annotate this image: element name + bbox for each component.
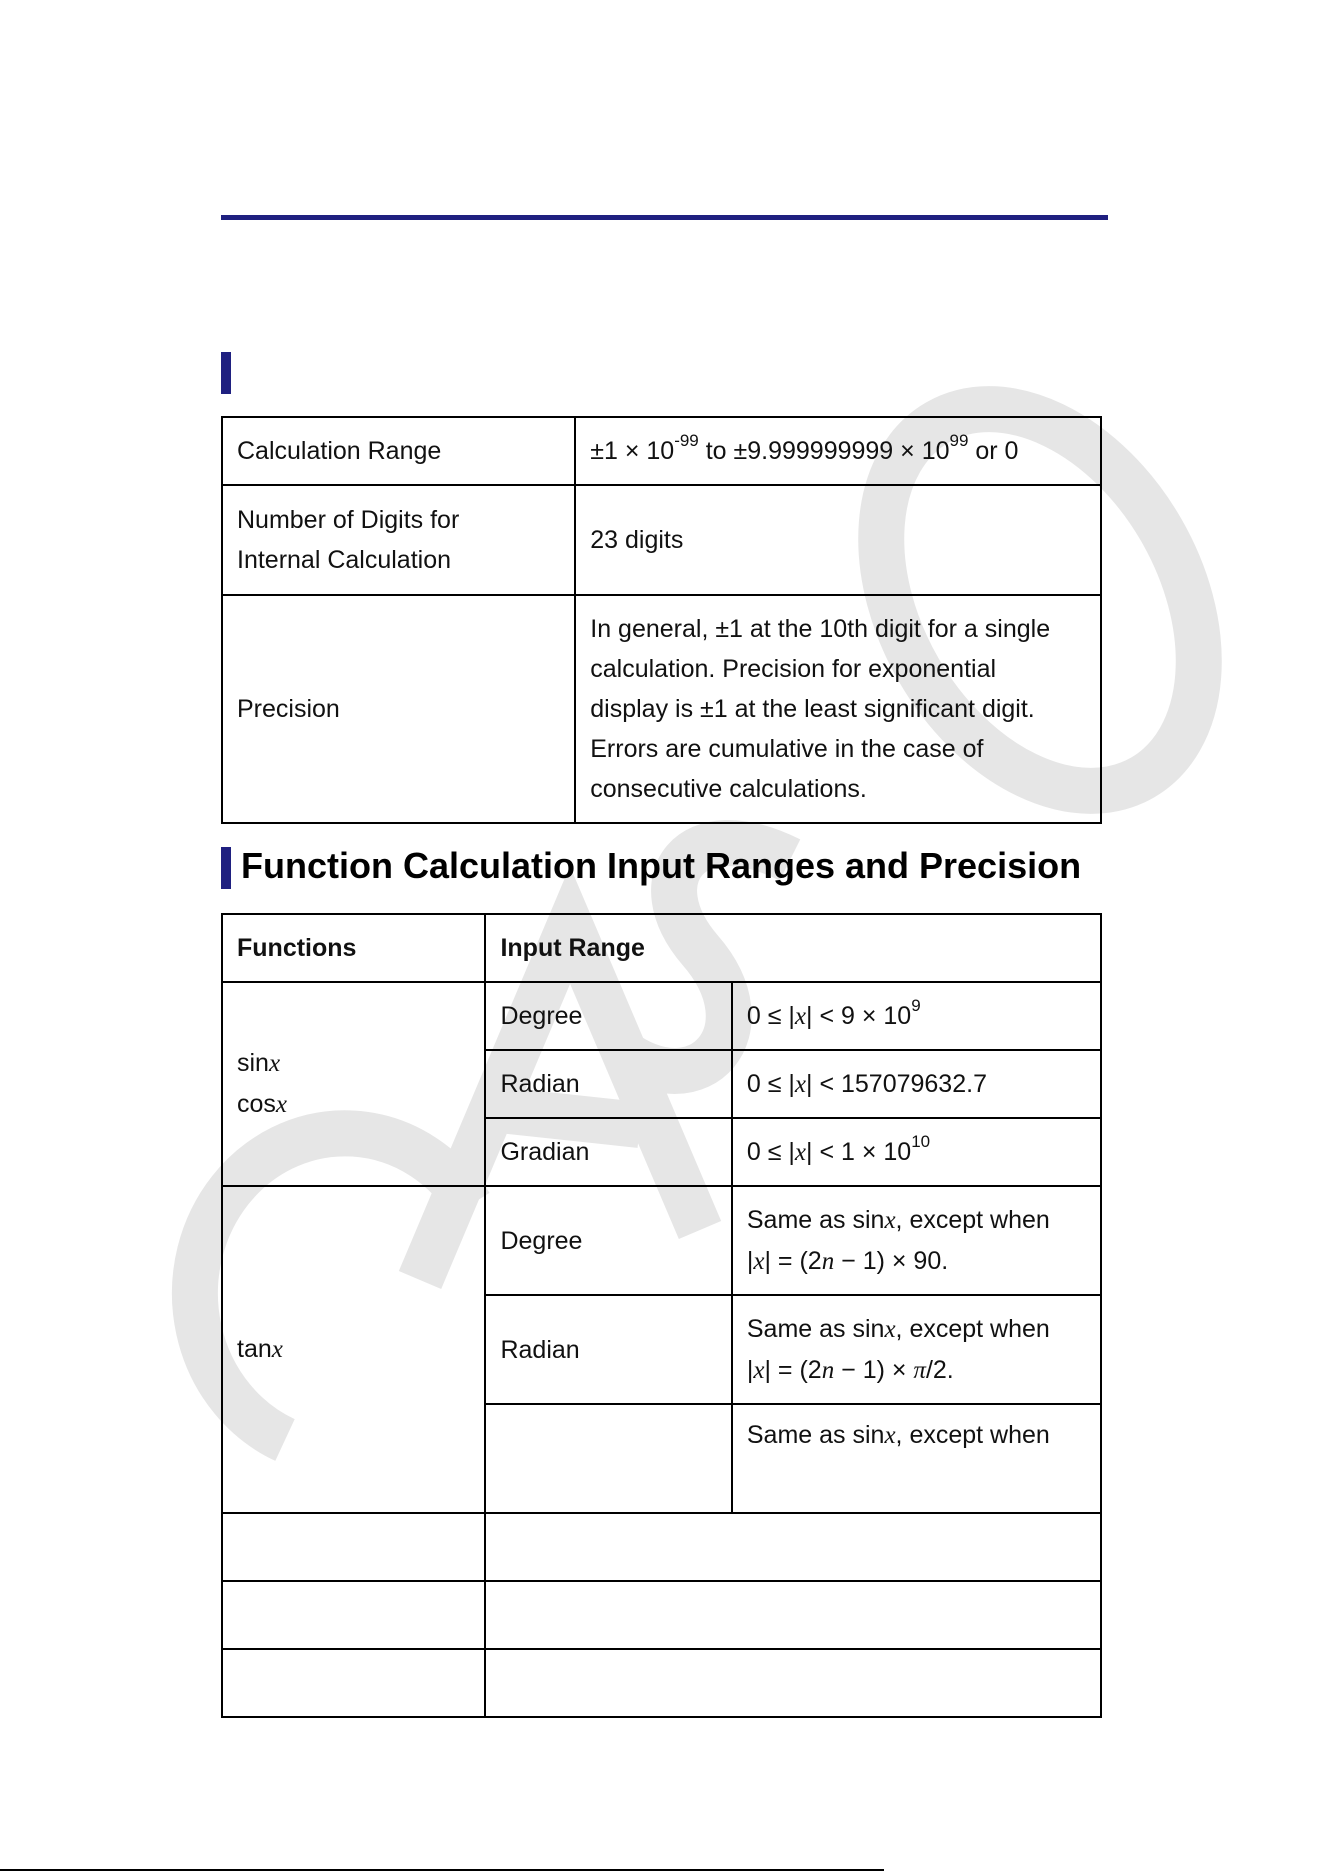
calc-range-label: Calculation Range [222, 417, 575, 485]
sin-cos-label: sinx cosx [222, 982, 485, 1186]
sin-gradian-label: Gradian [485, 1118, 731, 1186]
table-row [222, 1581, 1101, 1649]
sin-gradian-range: $0 \le |x| < 1 \times 10^{10}$ [732, 1118, 1101, 1186]
tan-radian-range: Same as sinx, except when |x| = (2n − 1) × π/2. [732, 1295, 1101, 1404]
section2-heading: Function Calculation Input Ranges and Precision [241, 845, 1082, 886]
precision-label: Precision [222, 595, 575, 823]
sin-radian-label: Radian [485, 1050, 731, 1118]
table-row [222, 1186, 1101, 1295]
empty-function-cell [222, 1649, 485, 1717]
empty-range-cell [485, 1649, 1101, 1717]
function-ranges-table [221, 913, 1102, 1718]
table-row [222, 982, 1101, 1050]
top-rule [221, 215, 1108, 220]
tan-degree-label: Degree [485, 1186, 731, 1295]
empty-function-cell [222, 1581, 485, 1649]
section2-heading-marker [221, 847, 231, 889]
sin-degree-range: $0 \le |x| < 9 \times 10^9$ [732, 982, 1101, 1050]
tan-gradian-range: Same as sinx, except when [732, 1404, 1101, 1513]
calc-range-value: $\pm 1 \times 10^{-99}$ to $\pm 9.999999999 \times 10^{99}$ or 0 [575, 417, 1101, 485]
digits-label: Number of Digits for Internal Calculation [222, 485, 575, 595]
empty-range-cell [485, 1513, 1101, 1581]
section1-heading-marker [221, 352, 231, 394]
tan-radian-label: Radian [485, 1295, 731, 1404]
empty-function-cell [222, 1513, 485, 1581]
table-row [222, 485, 1101, 595]
precision-value: In general, ±1 at the 10th digit for a single calculation. Precision for exponential display is ±1 at the least significant digit. Errors are cumulative in the case of consecutive calculations. [575, 595, 1101, 823]
tan-label: tanx [222, 1186, 485, 1513]
sin-radian-range: 0 ≤ |x| < 157079632.7 [732, 1050, 1101, 1118]
header-functions: Functions [222, 914, 485, 982]
tan-gradian-label [485, 1404, 731, 1513]
table-row [222, 1513, 1101, 1581]
table-row [222, 914, 1101, 982]
table-row [222, 1649, 1101, 1717]
table-row [222, 417, 1101, 485]
calculation-specs-table [221, 416, 1102, 824]
header-input-range: Input Range [485, 914, 1101, 982]
empty-range-cell [485, 1581, 1101, 1649]
tan-degree-range: Same as sinx, except when |x| = (2n − 1) × 90. [732, 1186, 1101, 1295]
footer-rule [0, 1869, 884, 1871]
sin-degree-label: Degree [485, 982, 731, 1050]
table-row [222, 595, 1101, 823]
digits-value: 23 digits [575, 485, 1101, 595]
